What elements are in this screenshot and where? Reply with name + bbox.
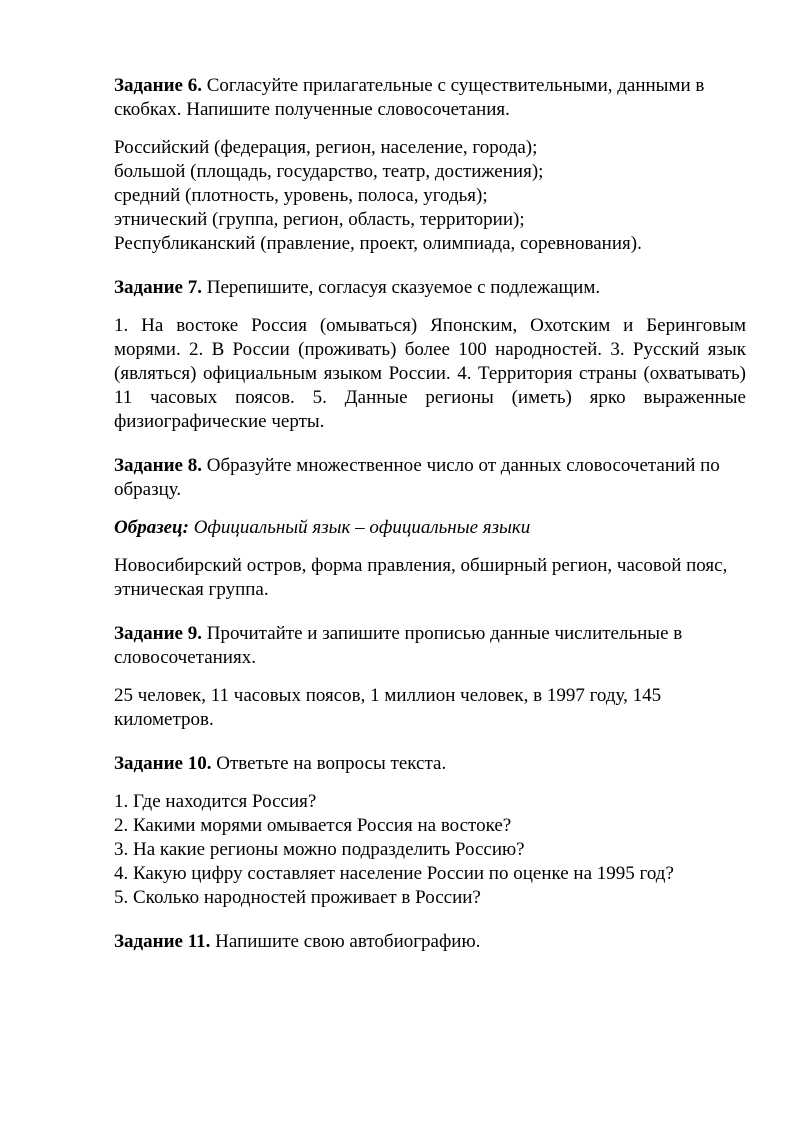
task-10-question: 1. Где находится Россия? xyxy=(114,791,317,812)
task-7-text: 1. На востоке Россия (омываться) Японским, Охотским и Беринговым морями. 2. В России (проживать) более 100 народностей. 3. Русский язык (являться) официальным языком России. 4. Территория страны (охватывать) 11 часовых поясов. 5. Данные регионы (иметь) ярко выраженные физиографические черты. xyxy=(114,315,746,432)
task-8-sample xyxy=(114,516,746,540)
task-6-line: Республиканский (правление, проект, олимпиада, соревнования). xyxy=(114,233,642,254)
task-10-question: 5. Сколько народностей проживает в России? xyxy=(114,887,481,908)
task-6-heading xyxy=(114,74,746,122)
task-10-question: 2. Какими морями омывается Россия на востоке? xyxy=(114,815,512,836)
task-6-title: Задание 6. xyxy=(114,75,202,96)
document-page xyxy=(114,74,746,972)
task-7-heading xyxy=(114,276,746,300)
task-8 xyxy=(114,454,746,602)
task-11-title: Задание 11. xyxy=(114,931,211,952)
task-8-heading xyxy=(114,454,746,502)
task-10-title: Задание 10. xyxy=(114,753,212,774)
task-7 xyxy=(114,276,746,434)
task-7-title: Задание 7. xyxy=(114,277,202,298)
task-9-instruction: Прочитайте и запишите прописью данные числительные в словосочетаниях. xyxy=(114,623,683,668)
task-9 xyxy=(114,622,746,732)
task-10-question: 4. Какую цифру составляет население России по оценке на 1995 год? xyxy=(114,863,674,884)
task-11-heading xyxy=(114,930,746,954)
task-10-heading xyxy=(114,752,746,776)
task-9-title: Задание 9. xyxy=(114,623,202,644)
task-6-instruction: Согласуйте прилагательные с существительными, данными в скобках. Напишите полученные словосочетания. xyxy=(114,75,705,120)
task-10-instruction: Ответьте на вопросы текста. xyxy=(211,753,447,774)
task-10-question: 3. На какие регионы можно подразделить Россию? xyxy=(114,839,525,860)
task-9-text: 25 человек, 11 часовых поясов, 1 миллион человек, в 1997 году, 145 километров. xyxy=(114,685,662,730)
task-6-list xyxy=(114,136,746,256)
task-6-line: большой (площадь, государство, театр, достижения); xyxy=(114,161,544,182)
task-8-sample-text: Официальный язык – официальные языки xyxy=(188,517,531,538)
task-6-line: средний (плотность, уровень, полоса, угодья); xyxy=(114,185,488,206)
task-8-text: Новосибирский остров, форма правления, обширный регион, часовой пояс, этническая группа. xyxy=(114,555,728,600)
task-10 xyxy=(114,752,746,910)
task-10-questions xyxy=(114,790,746,910)
task-6 xyxy=(114,74,746,256)
task-11-instruction: Напишите свою автобиографию. xyxy=(210,931,481,952)
task-7-instruction: Перепишите, согласуя сказуемое с подлежащим. xyxy=(201,277,601,298)
task-9-heading xyxy=(114,622,746,670)
task-8-instruction: Образуйте множественное число от данных словосочетаний по образцу. xyxy=(114,455,720,500)
task-6-line: этнический (группа, регион, область, территории); xyxy=(114,209,525,230)
task-8-sample-label: Образец: xyxy=(114,517,189,538)
task-11 xyxy=(114,930,746,954)
task-8-title: Задание 8. xyxy=(114,455,202,476)
task-6-line: Российский (федерация, регион, население, города); xyxy=(114,137,538,158)
